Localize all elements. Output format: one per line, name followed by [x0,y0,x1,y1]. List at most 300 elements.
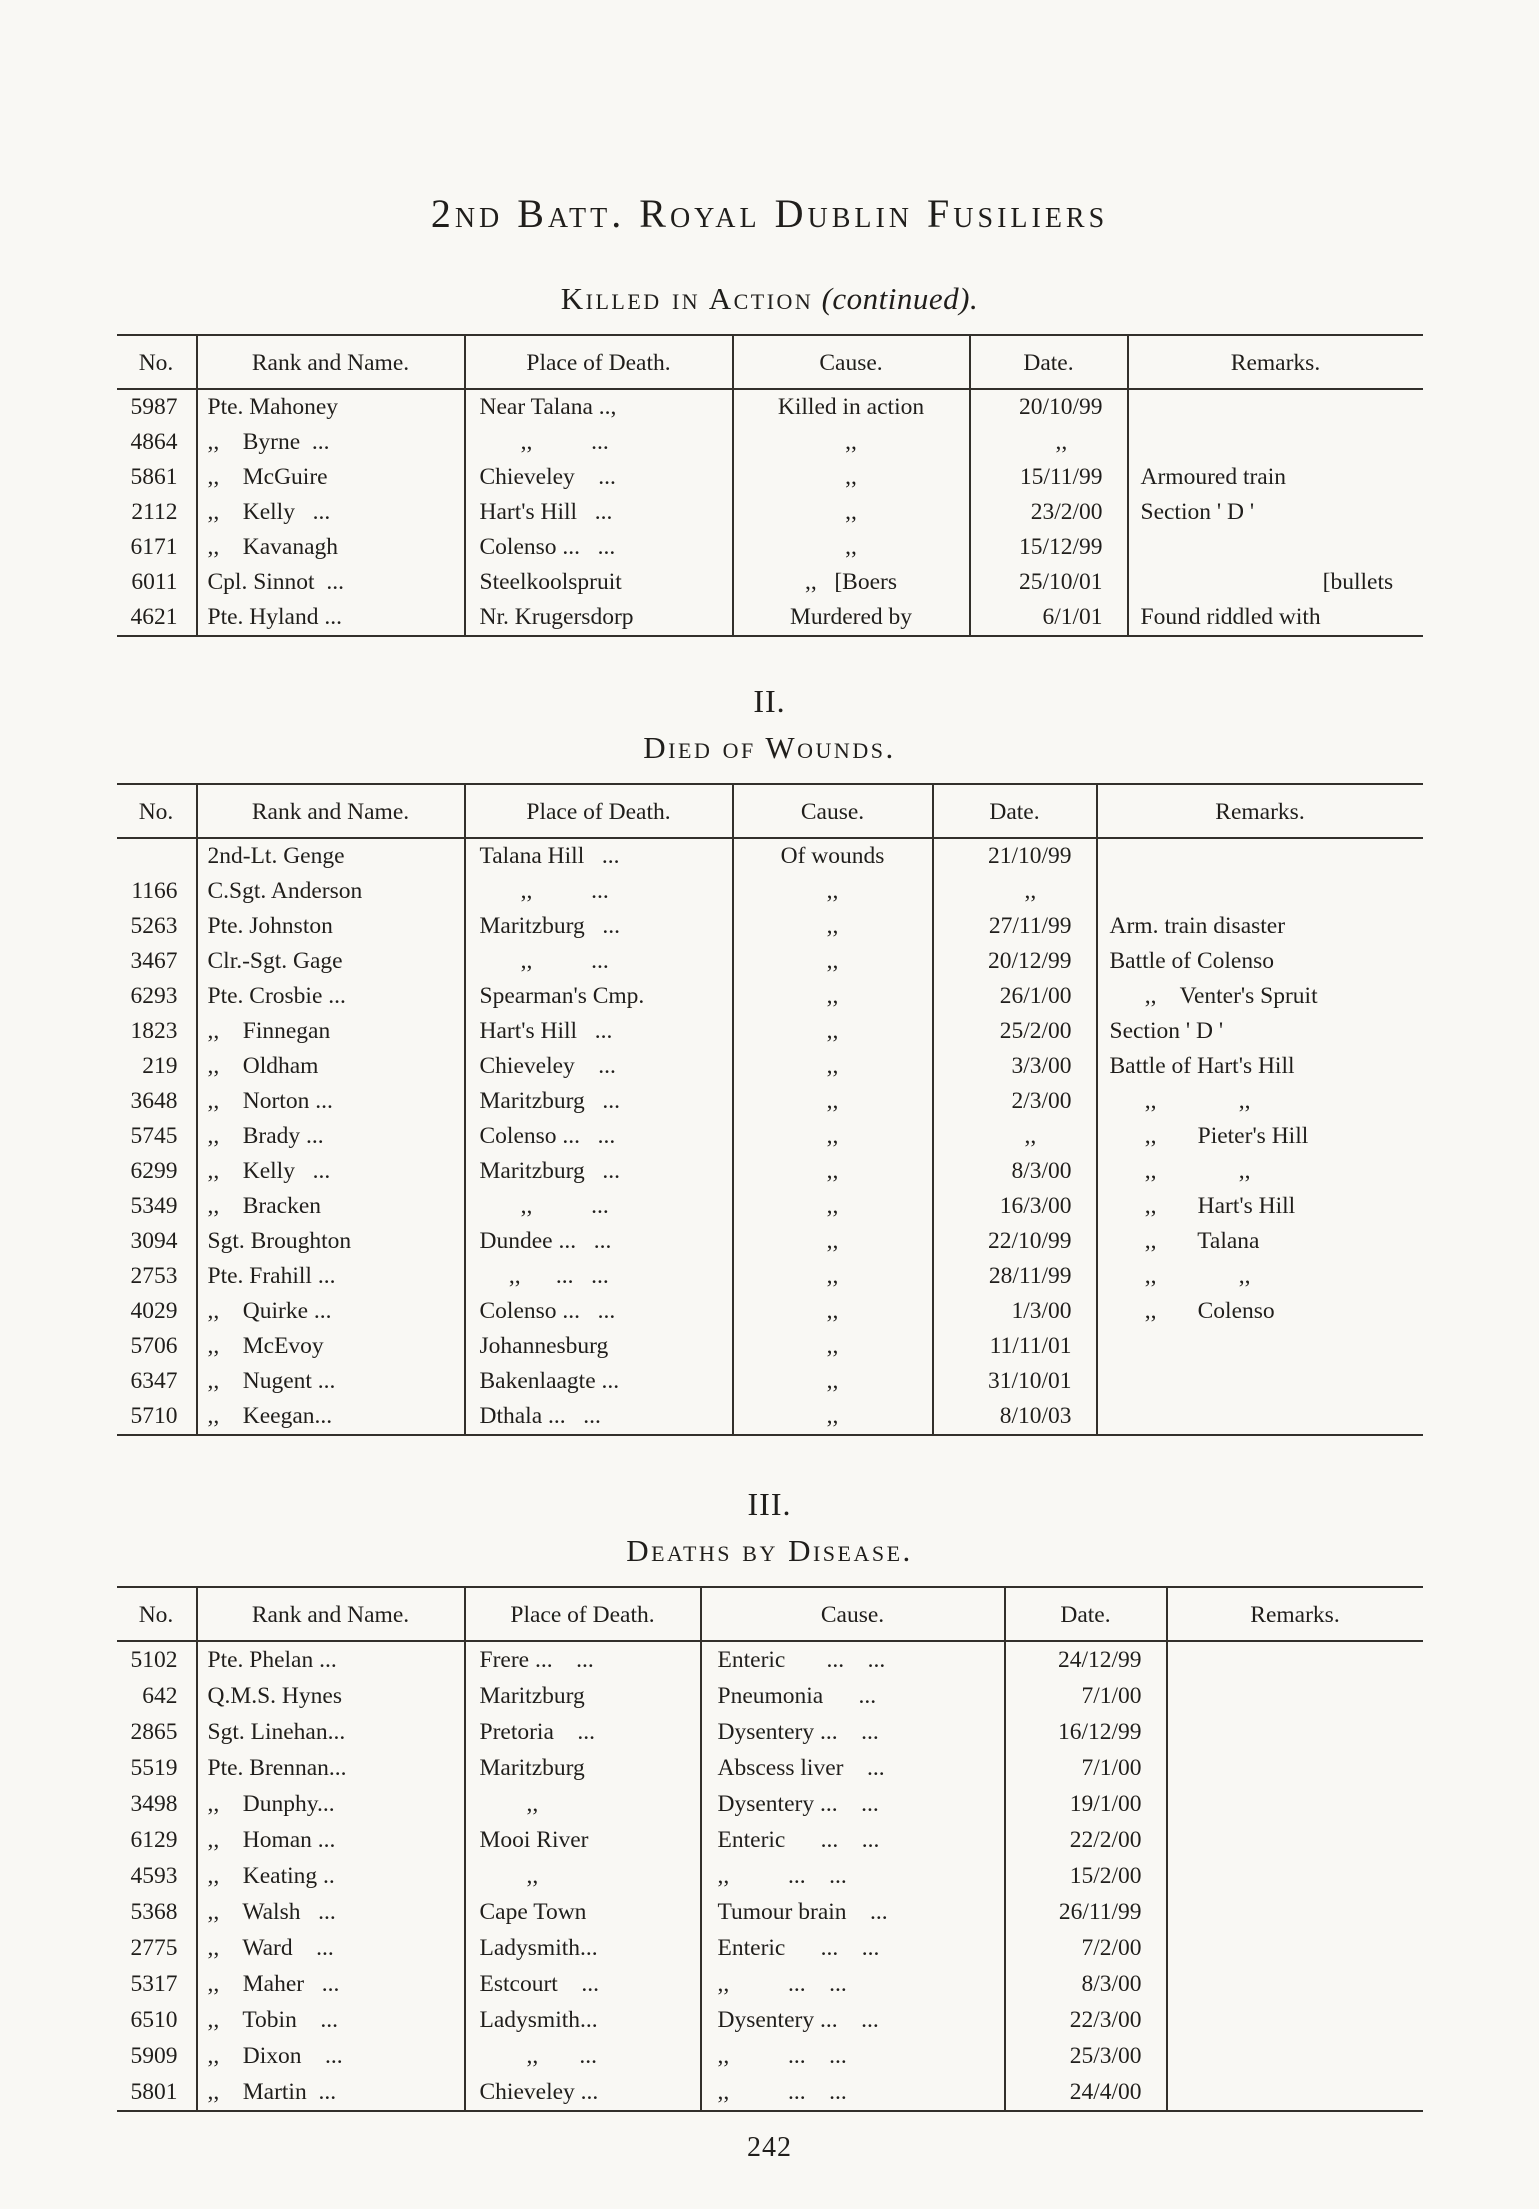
table-cell: ,, ... ... [465,1259,733,1294]
table-cell: Armoured train [1128,460,1423,495]
table-cell: ,, [733,530,970,565]
column-header: Place of Death. [465,335,733,389]
table-cell: Sgt. Linehan... [197,1714,465,1750]
table-cell: Hart's Hill ... [465,495,733,530]
table-row [117,874,1423,909]
table-cell: ,, Nugent ... [197,1364,465,1399]
table-cell: 22/3/00 [1005,2002,1167,2038]
column-header: No. [117,784,197,838]
table-cell: 19/1/00 [1005,1786,1167,1822]
table-row [117,1224,1423,1259]
table-cell: 16/3/00 [933,1189,1097,1224]
table-cell: 15/11/99 [970,460,1128,495]
table-cell: Cpl. Sinnot ... [197,565,465,600]
table-cell: ,, [970,425,1128,460]
table-row [117,1259,1423,1294]
table-cell: ,, [733,1154,933,1189]
table-cell [1167,1786,1423,1822]
column-header: Rank and Name. [197,784,465,838]
table-cell: ,, [733,1189,933,1224]
table-cell: ,, [465,1786,701,1822]
table-cell [1167,1678,1423,1714]
table-cell: ,, [733,1294,933,1329]
table-cell: ,, ,, [1097,1259,1423,1294]
table-cell [1128,389,1423,425]
table-row [117,1714,1423,1750]
table-cell: Arm. train disaster [1097,909,1423,944]
table-cell [1167,2074,1423,2111]
column-header: Date. [970,335,1128,389]
column-header: Cause. [701,1587,1005,1641]
table-cell: ,, [733,1224,933,1259]
table-cell: 6510 [130,2007,178,2033]
table-cell: ,, ,, [1097,1084,1423,1119]
table-header-row [117,335,1423,389]
table-cell: 20/12/99 [933,944,1097,979]
table-cell: Near Talana .., [465,389,733,425]
table-cell: 2nd-Lt. Genge [197,838,465,874]
table-cell: 7/2/00 [1005,1930,1167,1966]
table-cell: 8/3/00 [933,1154,1097,1189]
table-cell: 5368 [130,1899,178,1925]
table-cell: 22/10/99 [933,1224,1097,1259]
table-row [117,1329,1423,1364]
table-cell: 5710 [130,1403,178,1429]
table-cell: Chieveley ... [465,2074,701,2111]
table-cell [1167,1966,1423,2002]
table-cell [1167,1750,1423,1786]
table-cell [1167,1894,1423,1930]
table-cell: 4864 [130,429,178,455]
table-cell: ,, [733,495,970,530]
table-body [117,838,1423,1435]
table-row [117,1119,1423,1154]
table-row [117,565,1423,600]
table-cell: 4593 [130,1863,178,1889]
table-cell: ,, Homan ... [197,1822,465,1858]
table-cell: ,, [733,1014,933,1049]
table-cell: 5102 [130,1647,178,1673]
table-cell: 15/12/99 [970,530,1128,565]
column-header: Remarks. [1167,1587,1423,1641]
table-cell: ,, Bracken [197,1189,465,1224]
table-row [117,944,1423,979]
table-cell: ,, Venter's Spruit [1097,979,1423,1014]
table-cell: 5861 [130,464,178,490]
table-cell [1167,2038,1423,2074]
table-cell: 2775 [130,1935,178,1961]
table-row [117,530,1423,565]
table-body [117,389,1423,636]
table-cell: ,, McGuire [197,460,465,495]
table-cell: Abscess liver ... [701,1750,1005,1786]
table-cell: 22/2/00 [1005,1822,1167,1858]
column-header: Rank and Name. [197,1587,465,1641]
column-header: Cause. [733,335,970,389]
table-cell: Dundee ... ... [465,1224,733,1259]
table-cell: ,, [Boers [733,565,970,600]
table-cell: 7/1/00 [1005,1750,1167,1786]
died-of-wounds-table [117,783,1423,1436]
table-cell: Bakenlaagte ... [465,1364,733,1399]
table-cell: 6/1/01 [970,600,1128,636]
table-cell: 8/10/03 [933,1399,1097,1435]
column-header: Place of Death. [465,784,733,838]
table-cell: Nr. Krugersdorp [465,600,733,636]
table-cell: Pretoria ... [465,1714,701,1750]
table-cell: ,, [733,944,933,979]
table-cell: Colenso ... ... [465,1294,733,1329]
table-cell [1167,1822,1423,1858]
table-cell [1097,838,1423,874]
table-cell: 5987 [130,394,178,420]
column-header: Date. [1005,1587,1167,1641]
table-cell: Colenso ... ... [465,530,733,565]
section-title: Deaths by Disease. [626,1533,913,1568]
table-cell [1167,1641,1423,1678]
table-cell: [bullets [1128,565,1423,600]
table-cell: 26/11/99 [1005,1894,1167,1930]
table-cell: 219 [142,1053,178,1079]
table-cell: Maritzburg [465,1750,701,1786]
table-cell: 7/1/00 [1005,1678,1167,1714]
table-cell: 31/10/01 [933,1364,1097,1399]
table-row [117,1858,1423,1894]
table-cell: ,, ... ... [701,2074,1005,2111]
column-header: Rank and Name. [197,335,465,389]
table-cell: 24/12/99 [1005,1641,1167,1678]
table-cell: ,, Byrne ... [197,425,465,460]
table-cell: 6129 [130,1827,178,1853]
table-cell: 2753 [130,1263,178,1289]
section-heading [0,1533,1539,1569]
table-row [117,1822,1423,1858]
section-title-suffix: (continued). [813,281,979,316]
table-cell: Enteric ... ... [701,1930,1005,1966]
table-cell: Enteric ... ... [701,1641,1005,1678]
table-cell: Chieveley ... [465,460,733,495]
table-cell: ,, ... ... [701,1858,1005,1894]
table-cell: 2/3/00 [933,1084,1097,1119]
table-cell: ,, [733,460,970,495]
table-cell: 21/10/99 [933,838,1097,874]
table-cell: Clr.-Sgt. Gage [197,944,465,979]
table-row [117,460,1423,495]
table-cell: Sgt. Broughton [197,1224,465,1259]
table-cell: Pte. Hyland ... [197,600,465,636]
table-cell: 5706 [130,1333,178,1359]
section-heading [0,730,1539,766]
table-cell: Pte. Phelan ... [197,1641,465,1678]
table-cell: C.Sgt. Anderson [197,874,465,909]
table-cell: ,, Hart's Hill [1097,1189,1423,1224]
table-cell: 28/11/99 [933,1259,1097,1294]
table-cell: 2112 [131,499,178,525]
table-cell: Battle of Colenso [1097,944,1423,979]
table-cell: Hart's Hill ... [465,1014,733,1049]
table-cell: Enteric ... ... [701,1822,1005,1858]
table-row [117,600,1423,636]
table-cell: ,, [733,1049,933,1084]
table-row [117,1894,1423,1930]
table-cell: Q.M.S. Hynes [197,1678,465,1714]
section-killed-in-action [0,281,1539,637]
table-cell: Of wounds [733,838,933,874]
table-cell: ,, ... ... [701,2038,1005,2074]
section-title: Died of Wounds. [643,730,896,765]
table-cell: 3467 [130,948,178,974]
table-header-row [117,1587,1423,1641]
section-title: Killed in Action [560,281,814,316]
table-cell: Pte. Johnston [197,909,465,944]
table-cell: ,, ,, [1097,1154,1423,1189]
table-cell: Battle of Hart's Hill [1097,1049,1423,1084]
table-cell: Ladysmith... [465,2002,701,2038]
table-cell: 25/2/00 [933,1014,1097,1049]
table-cell [1167,1858,1423,1894]
table-cell: 5317 [130,1971,178,1997]
table-cell: ,, [733,1084,933,1119]
table-cell: ,, [933,1119,1097,1154]
table-cell [1167,1930,1423,1966]
section-numeral: III. [747,1486,792,1522]
table-row [117,1786,1423,1822]
table-cell: ,, Pieter's Hill [1097,1119,1423,1154]
deaths-by-disease-table [117,1586,1423,2112]
table-cell: ,, Norton ... [197,1084,465,1119]
table-row [117,389,1423,425]
table-cell [1128,530,1423,565]
column-header: Cause. [733,784,933,838]
column-header: No. [117,335,197,389]
table-cell: Steelkoolspruit [465,565,733,600]
table-cell: 3094 [130,1228,178,1254]
column-header: No. [117,1587,197,1641]
section-heading [0,281,1539,317]
table-cell: 25/10/01 [970,565,1128,600]
table-cell: Pneumonia ... [701,1678,1005,1714]
table-cell: 2865 [130,1719,178,1745]
table-cell: ,, Dixon ... [197,2038,465,2074]
table-row [117,2038,1423,2074]
table-cell: Chieveley ... [465,1049,733,1084]
table-row [117,2074,1423,2111]
table-cell: 6347 [130,1368,178,1394]
table-cell: ,, [733,874,933,909]
table-cell: Ladysmith... [465,1930,701,1966]
table-row [117,425,1423,460]
table-cell: 3/3/00 [933,1049,1097,1084]
table-cell: 24/4/00 [1005,2074,1167,2111]
section-deaths-by-disease [0,1486,1539,2112]
table-cell: ,, Dunphy... [197,1786,465,1822]
table-cell: Tumour brain ... [701,1894,1005,1930]
section-numeral: II. [753,683,786,719]
table-cell: 15/2/00 [1005,1858,1167,1894]
killed-in-action-table [117,334,1423,637]
table-cell: 4621 [130,604,178,630]
table-cell: Maritzburg ... [465,1084,733,1119]
table-row [117,1154,1423,1189]
table-cell: 5263 [130,913,178,939]
table-cell: Found riddled with [1128,600,1423,636]
table-row [117,1364,1423,1399]
table-cell: 6293 [130,983,178,1009]
table-cell [1097,874,1423,909]
table-row [117,1930,1423,1966]
table-cell: ,, Colenso [1097,1294,1423,1329]
column-header: Place of Death. [465,1587,701,1641]
table-cell: ,, Oldham [197,1049,465,1084]
table-cell: 11/11/01 [933,1329,1097,1364]
table-cell: ,, Tobin ... [197,2002,465,2038]
table-row [117,1399,1423,1435]
column-header: Remarks. [1128,335,1423,389]
table-cell: 5909 [130,2043,178,2069]
table-cell: 26/1/00 [933,979,1097,1014]
table-cell: 5745 [130,1123,178,1149]
table-cell [1097,1329,1423,1364]
table-row [117,979,1423,1014]
table-cell: ,, Martin ... [197,2074,465,2111]
table-cell: 27/11/99 [933,909,1097,944]
table-row [117,1966,1423,2002]
table-cell: 25/3/00 [1005,2038,1167,2074]
table-row [117,1294,1423,1329]
table-cell: 6011 [131,569,178,595]
table-row [117,1084,1423,1119]
table-cell: Mooi River [465,1822,701,1858]
table-row [117,1189,1423,1224]
table-cell: ,, ... [465,425,733,460]
table-cell: Pte. Frahill ... [197,1259,465,1294]
table-cell: ,, ... [465,874,733,909]
table-cell: 6171 [130,534,178,560]
table-cell: 20/10/99 [970,389,1128,425]
section-died-of-wounds [0,683,1539,1436]
table-cell: ,, [733,1329,933,1364]
page-number: 242 [747,2132,792,2163]
table-cell: Dysentery ... ... [701,2002,1005,2038]
table-cell: 3498 [130,1791,178,1817]
table-cell: Dthala ... ... [465,1399,733,1435]
table-cell: 4029 [130,1298,178,1324]
table-cell: ,, [733,909,933,944]
table-cell: ,, Kavanagh [197,530,465,565]
table-cell [117,838,197,874]
table-cell: Estcourt ... [465,1966,701,2002]
table-cell: Maritzburg ... [465,1154,733,1189]
table-cell: Pte. Mahoney [197,389,465,425]
table-cell: Johannesburg [465,1329,733,1364]
table-cell: Maritzburg ... [465,909,733,944]
table-cell: Maritzburg [465,1678,701,1714]
table-cell: 3648 [130,1088,178,1114]
table-cell: ,, ... [465,944,733,979]
table-cell: ,, Finnegan [197,1014,465,1049]
table-cell: Frere ... ... [465,1641,701,1678]
table-cell: Cape Town [465,1894,701,1930]
table-row [117,1641,1423,1678]
table-cell: ,, Quirke ... [197,1294,465,1329]
table-row [117,495,1423,530]
table-row [117,2002,1423,2038]
table-body [117,1641,1423,2111]
table-cell: 1823 [130,1018,178,1044]
table-cell: 5801 [130,2079,178,2105]
table-cell: ,, Walsh ... [197,1894,465,1930]
table-row [117,1678,1423,1714]
table-cell: ,, ... [465,2038,701,2074]
table-cell: Killed in action [733,389,970,425]
table-cell: ,, [933,874,1097,909]
table-cell: ,, Maher ... [197,1966,465,2002]
table-cell: ,, [733,1399,933,1435]
table-row [117,909,1423,944]
table-cell: 23/2/00 [970,495,1128,530]
table-cell [1097,1364,1423,1399]
table-cell: Dysentery ... ... [701,1714,1005,1750]
table-cell: ,, Talana [1097,1224,1423,1259]
table-cell: Section ' D ' [1128,495,1423,530]
table-cell: Spearman's Cmp. [465,979,733,1014]
table-cell: ,, [733,1259,933,1294]
table-header-row [117,784,1423,838]
table-row [117,838,1423,874]
table-row [117,1014,1423,1049]
table-cell: ,, Kelly ... [197,495,465,530]
table-row [117,1750,1423,1786]
table-cell: ,, [733,1364,933,1399]
table-cell [1167,1714,1423,1750]
column-header: Date. [933,784,1097,838]
table-cell: 642 [142,1683,178,1709]
table-cell: ,, Brady ... [197,1119,465,1154]
table-cell: ,, Keegan... [197,1399,465,1435]
table-cell: Talana Hill ... [465,838,733,874]
table-cell: ,, [733,425,970,460]
page-title: 2nd Batt. Royal Dublin Fusiliers [430,191,1109,236]
table-cell: 8/3/00 [1005,1966,1167,2002]
table-cell: ,, ... ... [701,1966,1005,2002]
table-cell: ,, [733,979,933,1014]
table-cell: Pte. Brennan... [197,1750,465,1786]
table-cell: 6299 [130,1158,178,1184]
table-cell: ,, ... [465,1189,733,1224]
table-row [117,1049,1423,1084]
column-header: Remarks. [1097,784,1423,838]
table-cell: Pte. Crosbie ... [197,979,465,1014]
table-cell: ,, Kelly ... [197,1154,465,1189]
table-cell [1167,2002,1423,2038]
table-cell: Section ' D ' [1097,1014,1423,1049]
table-cell [1128,425,1423,460]
table-cell: ,, [465,1858,701,1894]
table-cell: Colenso ... ... [465,1119,733,1154]
table-cell: Murdered by [733,600,970,636]
table-cell: Dysentery ... ... [701,1786,1005,1822]
table-cell: 1/3/00 [933,1294,1097,1329]
table-cell: ,, Keating .. [197,1858,465,1894]
table-cell: 5349 [130,1193,178,1219]
table-cell: 1166 [131,878,178,904]
table-cell: 16/12/99 [1005,1714,1167,1750]
table-cell: ,, Ward ... [197,1930,465,1966]
table-cell: ,, McEvoy [197,1329,465,1364]
table-cell: 5519 [130,1755,178,1781]
table-cell [1097,1399,1423,1435]
table-cell: ,, [733,1119,933,1154]
